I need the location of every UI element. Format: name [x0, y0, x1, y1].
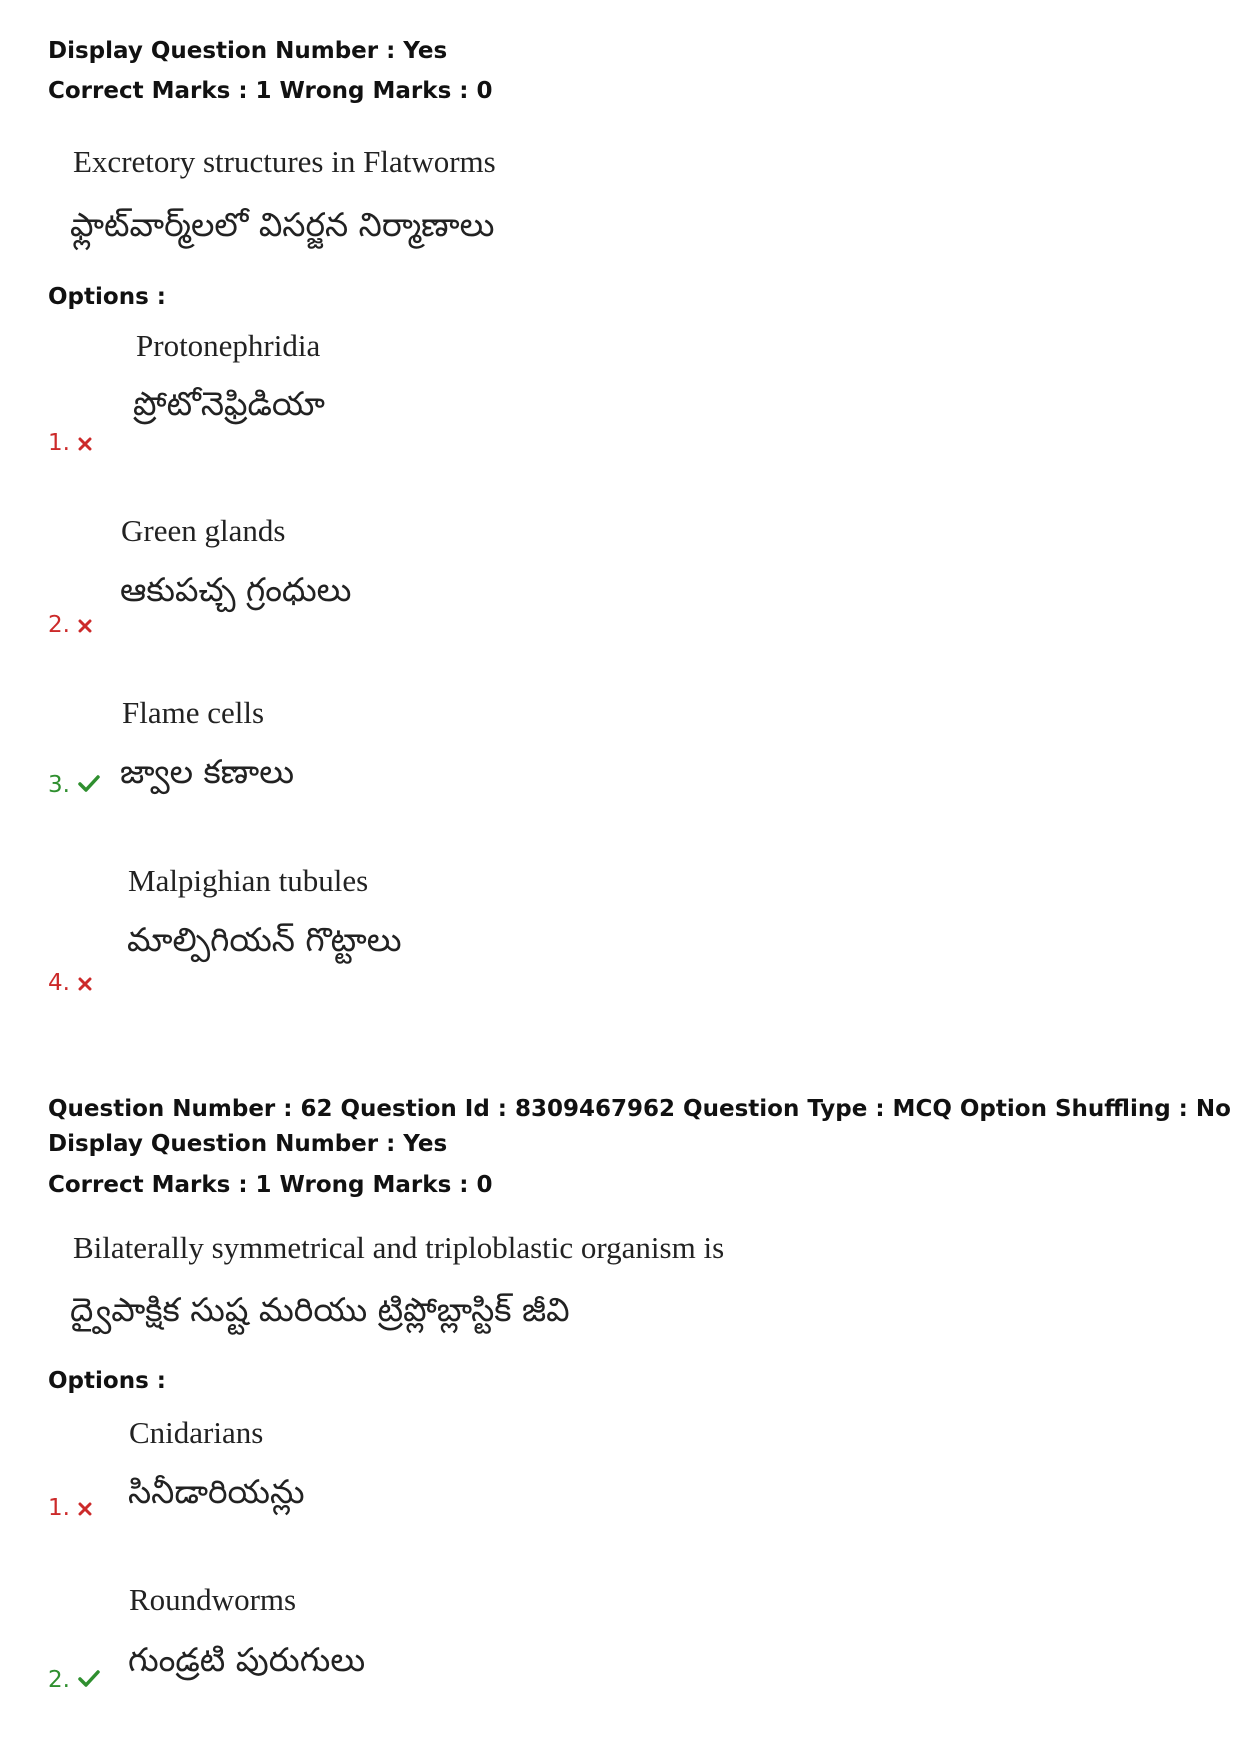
option-text-telugu: ఆకుపచ్చ గ్రంధులు	[120, 570, 352, 609]
option-number	[48, 1665, 100, 1696]
option-number-label: 4.	[48, 970, 70, 996]
option-text-english: Protonephridia	[136, 328, 321, 363]
option-number	[48, 770, 100, 801]
marks-line: Correct Marks : 1 Wrong Marks : 0	[48, 1172, 493, 1198]
check-icon	[78, 771, 100, 801]
option-text-telugu: గుండ్రటి పురుగులు	[128, 1640, 366, 1679]
question-stem-telugu: ఫ్లాట్‌వార్మ్‌లలో విసర్జన నిర్మాణాలు	[70, 205, 495, 244]
option-text-telugu: ప్రోటోనెఫ్రిడియా	[133, 384, 325, 423]
option-number-label: 3.	[48, 772, 70, 798]
option-text-english: Green glands	[121, 513, 286, 548]
option-text-telugu: మాల్పిగియన్ గొట్టాలు	[127, 920, 402, 959]
option-number-label: 2.	[48, 612, 70, 638]
options-label: Options :	[48, 1368, 166, 1394]
option-number-label: 2.	[48, 1667, 70, 1693]
options-label: Options :	[48, 284, 166, 310]
option-number-label: 1.	[48, 1495, 70, 1521]
question-stem-english: Bilaterally symmetrical and triploblastic organism is	[73, 1230, 725, 1265]
option-text-english: Cnidarians	[129, 1415, 264, 1450]
option-number	[48, 610, 92, 641]
option-text-telugu: జ్వాల కణాలు	[120, 752, 295, 791]
cross-icon	[78, 969, 92, 999]
check-icon	[78, 1666, 100, 1696]
display-question-number: Display Question Number : Yes	[48, 38, 448, 64]
cross-icon	[78, 429, 92, 459]
question-header: Question Number : 62 Question Id : 8309467962 Question Type : MCQ Option Shuffling : No	[48, 1096, 1231, 1122]
option-text-english: Roundworms	[129, 1582, 297, 1617]
option-text-english: Malpighian tubules	[128, 863, 369, 898]
option-number	[48, 428, 92, 459]
cross-icon	[78, 1494, 92, 1524]
option-number	[48, 1493, 92, 1524]
option-text-english: Flame cells	[122, 695, 265, 730]
option-number-label: 1.	[48, 430, 70, 456]
marks-line: Correct Marks : 1 Wrong Marks : 0	[48, 78, 493, 104]
question-stem-english: Excretory structures in Flatworms	[73, 144, 496, 179]
option-text-telugu: సినీడారియన్లు	[128, 1472, 305, 1511]
option-number	[48, 968, 92, 999]
display-question-number: Display Question Number : Yes	[48, 1131, 448, 1157]
cross-icon	[78, 611, 92, 641]
question-stem-telugu: ద్వైపాక్షిక సుష్ట మరియు ట్రిప్లోబ్లాస్టిక్ జీవి	[70, 1290, 570, 1329]
